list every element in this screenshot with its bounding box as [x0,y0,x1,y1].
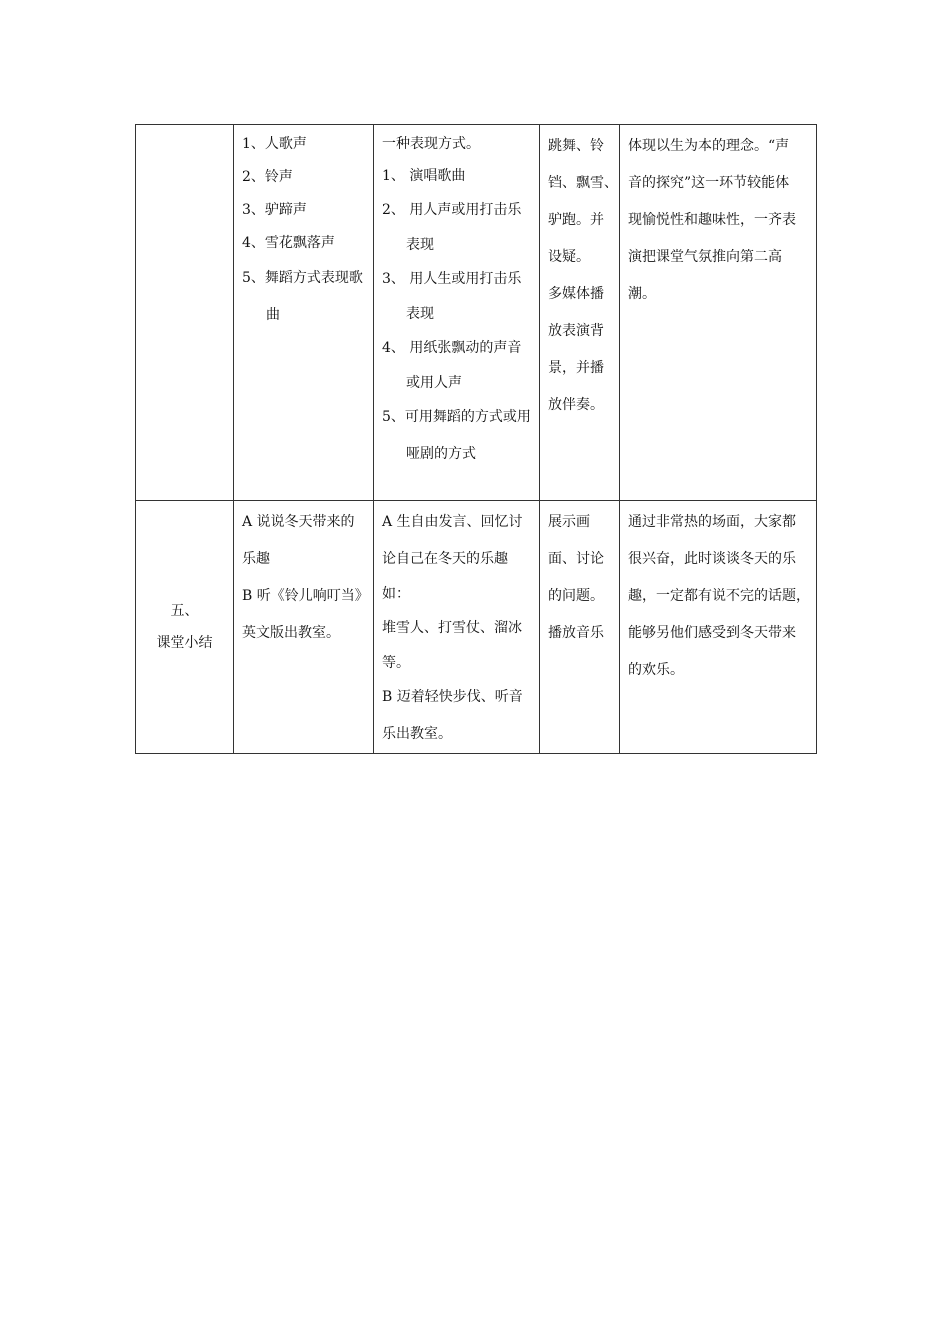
activity-line: 表现 [406,306,434,322]
student-activity-cell [374,125,540,501]
activity-line: 论自己在冬天的乐趣 [382,551,508,567]
content-cell [234,125,374,501]
intent-line: 很兴奋，此时谈谈冬天的乐 [628,551,796,567]
intent-line: 的欢乐。 [628,662,684,678]
content-line: 乐趣 [242,551,270,567]
content-line: A 说说冬天带来的 [242,514,355,530]
table-row [136,125,817,501]
media-line: 景，并播 [548,360,604,376]
content-line: 英文版出教室。 [242,625,340,641]
content-line: 3、驴蹄声 [242,202,307,218]
intent-line: 演把课堂气氛推向第二高 [628,249,782,265]
intent-line: 能够另他们感受到冬天带来 [628,625,796,641]
stage-title: 课堂小结 [156,635,213,651]
media-line: 播放音乐 [548,625,604,641]
activity-line: 堆雪人、打雪仗、溜冰 [382,620,522,636]
intent-line: 现愉悦性和趣味性，一齐表 [628,212,796,228]
design-intent-cell [620,125,817,501]
media-line: 面、讨论 [548,551,604,567]
activity-line: 5、可用舞蹈的方式或用 [382,409,531,425]
table-row [136,501,817,754]
stage-label-cell [136,125,234,501]
activity-line: 表现 [406,237,434,253]
activity-line: 2、 用人声或用打击乐 [382,202,522,218]
student-activity-cell [374,501,540,754]
content-line: 4、雪花飘落声 [242,235,335,251]
intent-line: 音的探究”这一环节较能体 [628,175,790,191]
activity-line: 如： [382,586,410,602]
media-line: 驴跑。并 [548,212,604,228]
lesson-plan-table [135,124,817,754]
content-line: 2、铃声 [242,169,293,185]
stage-number: 五、 [170,603,199,619]
intent-line: 趣，一定都有说不完的话题， [628,588,810,604]
content-cell [234,501,374,754]
intent-line: 潮。 [628,286,656,302]
stage-label-cell [136,501,234,754]
activity-line: 1、 演唱歌曲 [382,168,466,184]
media-cell [540,501,620,754]
activity-line: 3、 用人生或用打击乐 [382,271,522,287]
activity-line: A 生自由发言、回忆讨 [382,514,523,530]
activity-line: 等。 [382,655,410,671]
content-line: 1、人歌声 [242,136,307,152]
intent-line: 体现以生为本的理念。“声 [628,138,790,154]
intent-line: 通过非常热的场面，大家都 [628,514,796,530]
media-line: 多媒体播 [548,286,604,302]
activity-line: B 迈着轻快步伐、听音 [382,689,523,705]
media-line: 展示画 [548,514,590,530]
activity-line: 一种表现方式。 [382,136,480,152]
media-line: 铛、飘雪、 [548,175,618,191]
activity-line: 哑剧的方式 [406,446,476,462]
activity-line: 4、 用纸张飘动的声音 [382,340,522,356]
content-line: 5、舞蹈方式表现歌 [242,270,363,286]
media-line: 放伴奏。 [548,397,604,413]
activity-line: 或用人声 [406,375,462,391]
activity-line: 乐出教室。 [382,726,452,742]
media-line: 跳舞、铃 [548,138,604,154]
media-line: 的问题。 [548,588,604,604]
design-intent-cell [620,501,817,754]
media-cell [540,125,620,501]
media-line: 设疑。 [548,249,590,265]
content-line: 曲 [266,307,280,323]
content-line: B 听《铃儿响叮当》 [242,588,369,604]
media-line: 放表演背 [548,323,604,339]
